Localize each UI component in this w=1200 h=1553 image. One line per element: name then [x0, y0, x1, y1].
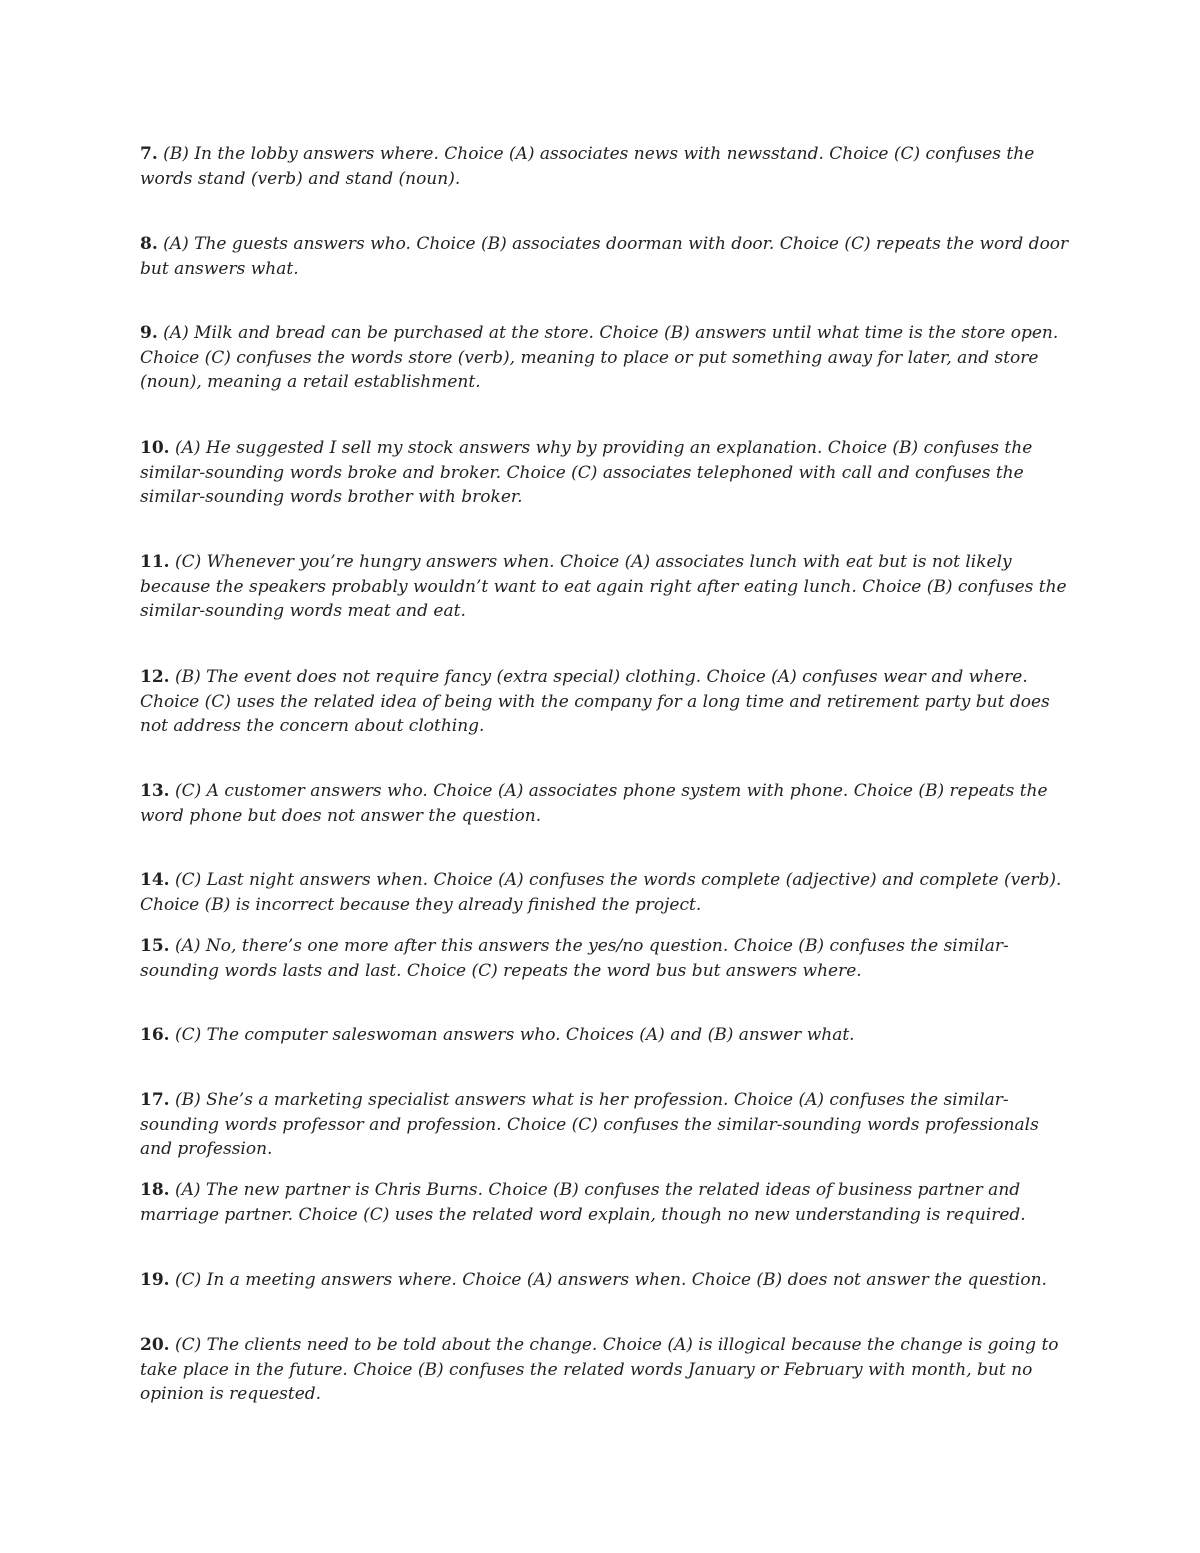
item-number: 7. [140, 144, 158, 164]
item-number: 17. [140, 1090, 170, 1110]
explanation-item-15 [140, 934, 1070, 983]
item-number: 14. [140, 870, 170, 890]
item-text: (A) The guests answers who. Choice (B) associates doorman with door. Choice (C) repeats the word door but answers what. [140, 234, 1069, 279]
item-number: 15. [140, 936, 170, 956]
explanation-item-10 [140, 436, 1070, 510]
item-text: (C) Whenever you’re hungry answers when. Choice (A) associates lunch with eat but is not likely because the speakers probably wouldn’t want to eat again right after eating lunch. Choice (B) confuses the similar-sounding words meat and eat. [140, 552, 1067, 621]
item-text: (C) The clients need to be told about the change. Choice (A) is illogical because the change is going to take place in the future. Choice (B) confuses the related words January or February with month, but no opinion is requested. [140, 1335, 1059, 1404]
item-number: 12. [140, 667, 170, 687]
item-text: (C) The computer saleswoman answers who. Choices (A) and (B) answer what. [174, 1025, 855, 1045]
item-text: (A) The new partner is Chris Burns. Choice (B) confuses the related ideas of business partner and marriage partner. Choice (C) uses the related word explain, though no new understanding is required. [140, 1180, 1026, 1225]
item-text: (B) The event does not require fancy (extra special) clothing. Choice (A) confuses wear and where. Choice (C) uses the related idea of being with the company for a long time and retirement party but does not address the concern about clothing. [140, 667, 1050, 736]
item-number: 10. [140, 438, 170, 458]
item-number: 18. [140, 1180, 170, 1200]
item-text: (B) She’s a marketing specialist answers what is her profession. Choice (A) confuses the similar-sounding words professor and profession. Choice (C) confuses the similar-sounding words professionals and profession. [140, 1090, 1039, 1159]
item-text: (B) In the lobby answers where. Choice (A) associates news with newsstand. Choice (C) confuses the words stand (verb) and stand (noun). [140, 144, 1035, 189]
explanation-item-9 [140, 321, 1070, 395]
explanation-item-14 [140, 868, 1070, 917]
explanation-item-13 [140, 779, 1070, 828]
explanation-item-18 [140, 1178, 1070, 1227]
explanation-item-11 [140, 550, 1070, 624]
explanation-item-20 [140, 1333, 1070, 1407]
item-text: (C) In a meeting answers where. Choice (A) answers when. Choice (B) does not answer the question. [174, 1270, 1047, 1290]
item-number: 8. [140, 234, 158, 254]
item-text: (A) He suggested I sell my stock answers why by providing an explanation. Choice (B) confuses the similar-sounding words broke and broker. Choice (C) associates telephoned with call and confuses the similar-sounding words brother with broker. [140, 438, 1033, 507]
item-number: 11. [140, 552, 170, 572]
item-number: 16. [140, 1025, 170, 1045]
item-number: 19. [140, 1270, 170, 1290]
explanation-item-12 [140, 665, 1070, 739]
explanation-item-7 [140, 142, 1070, 191]
explanation-item-19 [140, 1268, 1070, 1293]
explanation-item-8 [140, 232, 1070, 281]
item-text: (A) No, there’s one more after this answers the yes/no question. Choice (B) confuses the similar-sounding words lasts and last. Choice (C) repeats the word bus but answers where. [140, 936, 1009, 981]
item-number: 13. [140, 781, 170, 801]
item-number: 20. [140, 1335, 170, 1355]
explanation-item-16 [140, 1023, 1070, 1048]
explanation-item-17 [140, 1088, 1070, 1162]
item-text: (C) Last night answers when. Choice (A) confuses the words complete (adjective) and complete (verb). Choice (B) is incorrect because they already finished the project. [140, 870, 1062, 915]
item-number: 9. [140, 323, 158, 343]
item-text: (A) Milk and bread can be purchased at the store. Choice (B) answers until what time is the store open. Choice (C) confuses the words store (verb), meaning to place or put something away for later, and store (noun), meaning a retail establishment. [140, 323, 1059, 392]
item-text: (C) A customer answers who. Choice (A) associates phone system with phone. Choice (B) repeats the word phone but does not answer the question. [140, 781, 1048, 826]
